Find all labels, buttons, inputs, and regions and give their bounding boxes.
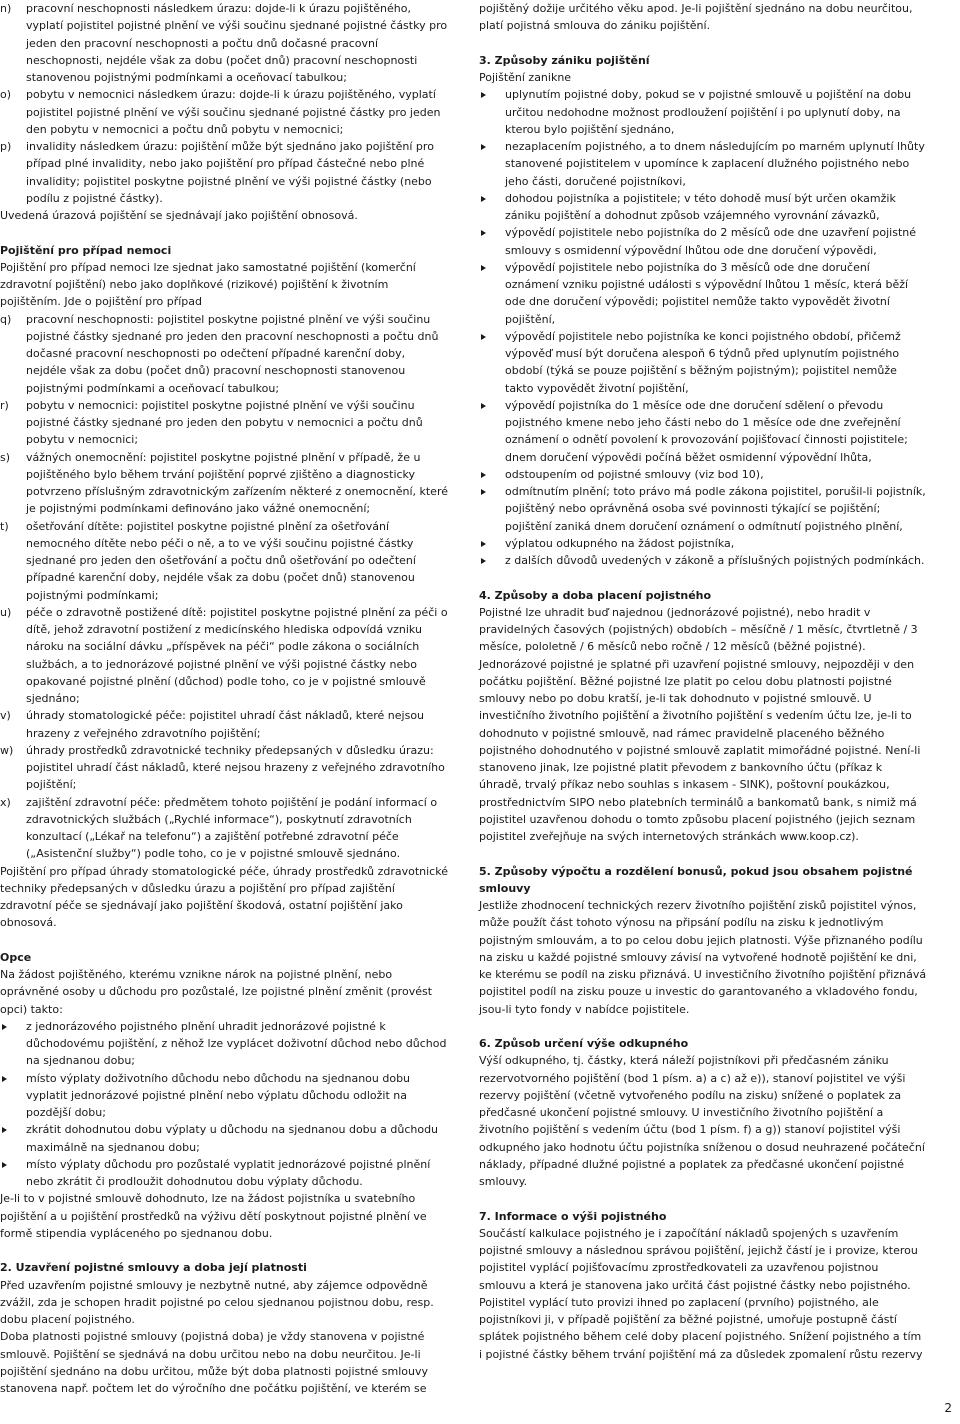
left-column <box>0 0 448 1397</box>
bullet-item <box>479 483 927 535</box>
bullet-arrow-icon <box>481 334 486 340</box>
bullet-arrow-icon <box>481 472 486 478</box>
section3-heading: 3. Způsoby zániku pojištění <box>479 53 650 67</box>
item-label: u) <box>0 605 12 619</box>
list-item <box>0 707 448 742</box>
item-text: invalidity následkem úrazu: pojištění může být sjednáno jako pojištění pro případ plné invalidity, nebo jako pojištění pro případ částečné nebo plné invalidity; pojistitel poskytne pojistné plnění ve výši pojistné částky (nebo podílu z pojistné částky). <box>26 140 434 205</box>
list-item <box>0 0 448 86</box>
list-item <box>0 794 448 863</box>
section7-paragraph: Součástí kalkulace pojistného je i započítání nákladů spojených s uzavřením pojistné smlouvy a následnou správou pojištění, jejichž částí je i provize, kterou pojistitel vyplácí pojišťovacímu zprostředkovateli za uzavřenou pojistnou smlouvu a která je stanovena jako určitá část pojistné částky nebo pojistného. Pojistitel vyplácí tuto provizi ihned po zaplacení (prvního) pojistného, ale pojistníkovi ji, v případě pojištění za běžné pojistné, umořuje postupně částí splátek pojistného během celé doby placení pojistného. Snížení pojistného a tím i pojistné částky během trvání pojištění má za důsledek zpomalení růstu rezervy <box>479 1226 923 1361</box>
bullet-arrow-icon <box>481 541 486 547</box>
bullet-arrow-icon <box>2 1127 7 1133</box>
section7-heading: 7. Informace o výši pojistného <box>479 1209 667 1223</box>
bullet-item <box>479 466 927 483</box>
bullet-text: uplynutím pojistné doby, pokud se v pojistné smlouvě u pojištění na dobu určitou nedohodne možnost prodloužení pojištění i po uplynutí doby, na kterou bylo pojištění sjednáno, <box>505 88 912 136</box>
list-item <box>0 604 448 708</box>
bullet-arrow-icon <box>2 1076 7 1082</box>
option-note: Je-li to v pojistné smlouvě dohodnuto, lze na žádost pojistníka u svatebního pojištění a u pojištění prostředků na výživu dětí poskytnout pojistné plnění ve formě stipendia vypláceného po sjednanou dobu. <box>0 1192 427 1240</box>
bullet-arrow-icon <box>481 144 486 150</box>
bullet-item <box>479 138 927 190</box>
item-text: péče o zdravotně postižené dítě: pojistitel poskytne pojistné plnění za péči o dítě, jehož zdravotní postižení z medicínského hlediska odpovídá vzniku nároku na sociální dávku „příspěvek na péči“ podle zákona o sociálních službách, a to jednorázové pojistné plnění ve výši pojistné částky nebo opakované pojistné plnění (důchod) podle toho, co je v pojistné smlouvě sjednáno; <box>26 605 448 705</box>
bullet-arrow-icon <box>481 265 486 271</box>
bullet-text: výplatou odkupného na žádost pojistníka, <box>505 536 735 550</box>
bullet-item <box>0 1070 448 1122</box>
list-item <box>0 397 448 449</box>
bullet-item <box>0 1121 448 1156</box>
bullet-item <box>0 1156 448 1191</box>
option-intro: Na žádost pojištěného, kterému vznikne nárok na pojistné plnění, nebo oprávněné osoby u důchodu pro pozůstalé, lze pojistné plnění změnit (provést opci) takto: <box>0 968 433 1016</box>
bullet-arrow-icon <box>481 489 486 495</box>
list-item <box>0 86 448 138</box>
bullet-text: z dalších důvodů uvedených v zákoně a příslušných pojistných podmínkách. <box>505 554 925 567</box>
bullet-text: místo výplaty doživotního důchodu nebo důchodu na sjednanou dobu vyplatit jednorázové pojistné plnění nebo výplatu důchodu odložit na pozdější dobu; <box>26 1071 411 1119</box>
section2-heading: 2. Uzavření pojistné smlouvy a doba její platnosti <box>0 1261 307 1275</box>
item-label: q) <box>0 312 12 326</box>
section5-paragraph: Jestliže zhodnocení technických rezerv životního pojištění zisků pojistitel výnos, může použít část tohoto výnosu na připsání podílu na zisku k jednotlivým pojistným smlouvám, a to po celou dobu jejich platnosti. Výše přiznaného podílu na zisku u každé pojistné smlouvy závisí na vytvořené hodnotě pojištění ke dni, ke kterému se podíl na zisku přiznává. U investičního životního pojištění přiznává pojistitel podíl na zisku pouze u investic do garantovaného a vkladového fondu, jsou-li tyto fondy v nabídce pojistitele. <box>479 899 927 1016</box>
bullet-item <box>479 535 927 552</box>
list-item <box>0 138 448 207</box>
section4-heading: 4. Způsoby a doba placení pojistného <box>479 588 712 602</box>
section4-paragraph: Pojistné lze uhradit buď najednou (jednorázové pojistné), nebo hradit v pravidelných časových (pojistných) obdobích – měsíčně / 1 měsíc, čtvrtletně / 3 měsíce, pololetně / 6 měsíců nebo ročně / 12 měsíců (běžné pojistné). Jednorázové pojistné je splatné při uzavření pojistné smlouvy, nejpozději v den počátku pojištění. Běžné pojistné lze platit po celou dobu platnosti pojistné smlouvy nebo po dobu kratší, je-li tak dohodnuto v pojistné smlouvě. U investičního životního pojištění a životního pojištění s vedením účtu lze, je-li to dohodnuto v pojistné smlouvě, nad rámec pravidelně placeného běžného pojistného dohodnutého v pojistné smlouvě zaplatit mimořádné pojistné. Není-li stanoveno jinak, lze pojistné platit převodem z bankovního účtu (příkaz k úhradě, trvalý příkaz nebo souhlas s inkasem - SINK), poštovní poukázkou, prostřednictvím SIPO nebo platebních terminálů a bankomatů bank, s nimiž má pojistitel uzavřenou dohodu o tomto způsobu placení pojistného (jejich seznam pojistitel zveřejňuje na svých internetových stránkách www.koop.cz). <box>479 605 921 843</box>
section6-paragraph: Výší odkupného, tj. částky, která náleží pojistníkovi při předčasném zániku rezervotvorného pojištění (bod 1 písm. a) a c) až e)), stanoví pojistitel ve výši rezervy pojištění (včetně vytvořeného podílu na zisku) snížené o poplatek za předčasné ukončení pojistné smlouvy. U investičního životního pojištění a životního pojištění s vedením účtu (bod 1 písm. f) a g)) stanoví pojistitel výši odkupného jako hodnotu účtu pojistníka sníženou o dosud neuhrazené počáteční náklady, případné dlužné pojistné a poplatek za předčasné ukončení pojistné smlouvy. <box>479 1054 925 1188</box>
section5-heading: 5. Způsoby výpočtu a rozdělení bonusů, pokud jsou obsahem pojistné smlouvy <box>479 864 913 895</box>
bullet-arrow-icon <box>481 230 486 236</box>
option-heading: Opce <box>0 950 32 964</box>
bullet-item <box>479 552 927 569</box>
continuation-paragraph: pojištěný dožije určitého věku apod. Je-li pojištění sjednáno na dobu neurčitou, platí pojistná smlouva do zániku pojištění. <box>479 2 913 33</box>
item-label: w) <box>0 743 14 757</box>
bullet-text: výpovědí pojistitele nebo pojistníka ke konci pojistného období, přičemž výpověď musí být doručena alespoň 6 týdnů před uplynutím pojistného období (týká se pouze pojištění s běžným pojistným); pojistitel nemůže takto vypovědět životní pojištění, <box>505 329 901 395</box>
option-bullets <box>0 1018 448 1191</box>
section2-paragraph: Doba platnosti pojistné smlouvy (pojistná doba) je vždy stanovena v pojistné smlouvě. Pojištění se sjednává na dobu určitou nebo na dobu neurčitou. Je-li pojištění sjednáno na dobu určitou, může být doba platnosti pojistné smlouvy stanovena např. počtem let do výročního dne počátku pojištění, ve kterém se <box>0 1330 429 1395</box>
illness-heading: Pojištění pro případ nemoci <box>0 243 172 257</box>
item-text: úhrady prostředků zdravotnické techniky předepsaných v důsledku úrazu: pojistitel uhradí část nákladů, které nejsou hrazeny z veřejného zdravotního pojištění; <box>26 743 445 792</box>
bullet-text: výpovědí pojistitele nebo pojistníka do 2 měsíců ode dne uzavření pojistné smlouvy s osmidenní výpovědní lhůtou ode dne doručení výpovědi, <box>505 226 916 257</box>
item-text: pracovní neschopnosti následkem úrazu: dojde-li k úrazu pojištěného, vyplatí pojistitel pojistné plnění ve výši součinu sjednané pojistné částky pro jeden den pracovní neschopnosti a počtu dnů dočasné pracovní neschopnosti, nejdéle však za dobu (počet dnů) pracovní neschopnosti stanovenou pojistnými podmínkami a oceňovací tabulkou; <box>26 2 448 84</box>
item-label: v) <box>0 709 11 723</box>
list-item <box>0 449 448 518</box>
bullet-text: odstoupením od pojistné smlouvy (viz bod 10), <box>505 467 764 481</box>
bullet-item <box>479 190 927 225</box>
bullet-arrow-icon <box>2 1162 7 1168</box>
list-item <box>0 742 448 794</box>
illness-note: Pojištění pro případ úhrady stomatologické péče, úhrady prostředků zdravotnické techniky předepsaných v důsledku úrazu a pojištění pro případ zajištění zdravotní péče se sjednávají jako pojištění škodová, ostatní pojištění jako obnosová. <box>0 864 448 930</box>
item-text: vážných onemocnění: pojistitel poskytne pojistné plnění v případě, že u pojištěného bylo během trvání pojištění poprvé zjištěno a diagnosticky potvrzeno příslušným zdravotnickým zařízením některé z onemocnění, které je pojistnými podmínkami definováno jako vážné onemocnění; <box>26 450 448 516</box>
item-label: s) <box>0 450 11 464</box>
item-label: n) <box>0 2 12 15</box>
accident-note: Uvedená úrazová pojištění se sjednávají jako pojištění obnosová. <box>0 209 358 222</box>
bullet-arrow-icon <box>481 558 486 564</box>
list-item <box>0 311 448 397</box>
item-text: ošetřování dítěte: pojistitel poskytne pojistné plnění za ošetřování nemocného dítěte nebo péči o ně, a to ve výši součinu pojistné částky sjednané pro jeden den ošetřování a počtu dnů ošetřování po odečtení případné karenční doby, nejdéle však za dobu (počet dnů) stanovenou pojistnými podmínkami; <box>26 519 416 602</box>
illness-items <box>0 311 448 863</box>
item-text: úhrady stomatologické péče: pojistitel uhradí část nákladů, které nejsou hrazeny z veřejného zdravotního pojištění; <box>26 709 425 740</box>
bullet-arrow-icon <box>481 92 486 98</box>
illness-intro: Pojištění pro případ nemoci lze sjednat jako samostatné pojištění (komerční zdravotní pojištění) nebo jako doplňkové (rizikové) pojištění k životním pojištěním. Jde o pojištění pro případ <box>0 260 416 309</box>
list-item <box>0 518 448 604</box>
bullet-item <box>479 86 927 138</box>
bullet-text: dohodou pojistníka a pojistitele; v této dohodě musí být určen okamžik zániku pojištění a dohodnut způsob vzájemného vyrovnání závazků, <box>505 191 896 222</box>
bullet-item <box>479 224 927 259</box>
bullet-arrow-icon <box>2 1024 7 1030</box>
bullet-text: z jednorázového pojistného plnění uhradit jednorázové pojistné k důchodovému pojištění, z něhož lze vyplácet doživotní důchod nebo důchod na sjednanou dobu; <box>26 1019 447 1068</box>
bullet-item <box>479 397 927 466</box>
bullet-text: výpovědí pojistníka do 1 měsíce ode dne doručení sdělení o převodu pojistného kmene nebo jeho části nebo do 1 měsíce ode dne zveřejnění oznámení o odnětí povolení k provozování pojišťovací činnosti pojistitele; dnem doručení výpovědi počíná běžet osmidenní výpovědní lhůta, <box>505 398 908 464</box>
section3-intro: Pojištění zanikne <box>479 71 572 84</box>
item-text: zajištění zdravotní péče: předmětem tohoto pojištění je podání informací o zdravotnických službách („Rychlé informace“), poskytnutí zdravotních konzultací („Lékař na telefonu“) a zajištění potřebné zdravotní péče („Asistenční služby“) podle toho, co je v pojistné smlouvě sjednáno. <box>26 795 438 861</box>
section6-heading: 6. Způsob určení výše odkupného <box>479 1037 689 1050</box>
bullet-text: odmítnutím plnění; toto právo má podle zákona pojistitel, porušil-li pojistník, pojištěný nebo oprávněná osoba své povinnosti týkající se pojištění; pojištění zaniká dnem doručení oznámení o odmítnutí pojistného plnění, <box>505 485 926 533</box>
bullet-text: výpovědí pojistitele nebo pojistníka do 3 měsíců ode dne doručení oznámení vzniku pojistné události s výpovědní lhůtou 1 měsíc, která běží ode dne doručení výpovědi; pojistitel nemůže takto vypovědět životní pojištění, <box>505 260 909 326</box>
bullet-item <box>0 1018 448 1070</box>
item-label: o) <box>0 88 12 102</box>
item-label: x) <box>0 795 11 809</box>
bullet-arrow-icon <box>481 196 486 202</box>
item-text: pobytu v nemocnici: pojistitel poskytne pojistné plnění ve výši součinu pojistné částky sjednané pro jeden den pobytu v nemocnici a počtu dnů pobytu v nemocnici; <box>26 398 423 447</box>
item-text: pobytu v nemocnici následkem úrazu: dojde-li k úrazu pojištěného, vyplatí pojistitel pojistné plnění ve výši součinu sjednané pojistné částky pro jeden den pobytu v nemocnici a počtu dnů pobytu v nemocnici; <box>26 88 441 136</box>
item-label: t) <box>0 519 9 533</box>
item-label: p) <box>0 140 12 153</box>
item-label: r) <box>0 398 9 412</box>
bullet-item <box>479 259 927 328</box>
right-column <box>479 0 927 1363</box>
accident-items <box>0 0 448 207</box>
bullet-text: nezaplacením pojistného, a to dnem následujícím po marném uplynutí lhůty stanovené pojistitelem v upomínce k zaplacení dlužného pojistného nebo jeho části, doručené pojistníkovi, <box>505 140 925 188</box>
section2-paragraph: Před uzavřením pojistné smlouvy je nezbytně nutné, aby zájemce odpovědně zvážil, zda je schopen hradit pojistné po celou sjednanou pojistnou dobu, resp. dobu placení pojistného. <box>0 1278 434 1326</box>
bullet-text: zkrátit dohodnutou dobu výplaty u důchodu na sjednanou dobu a důchodu maximálně na sjednanou dobu; <box>26 1123 439 1154</box>
item-text: pracovní neschopnosti: pojistitel poskytne pojistné plnění ve výši součinu pojistné částky sjednané pro jeden den pracovní neschopnosti a počtu dnů dočasné pracovní neschopnosti po odečtení případné karenční doby, nejdéle však za dobu (počet dnů) pracovní neschopnosti stanovenou pojistnými podmínkami a oceňovací tabulkou; <box>26 312 439 395</box>
page-number: 2 <box>944 1401 952 1416</box>
bullet-text: místo výplaty důchodu pro pozůstalé vyplatit jednorázové pojistné plnění nebo zkrátit či prodloužit dohodnutou dobu výplaty důchodu. <box>26 1157 431 1188</box>
bullet-item <box>479 328 927 397</box>
bullet-arrow-icon <box>481 403 486 409</box>
section3-bullets <box>479 86 927 569</box>
